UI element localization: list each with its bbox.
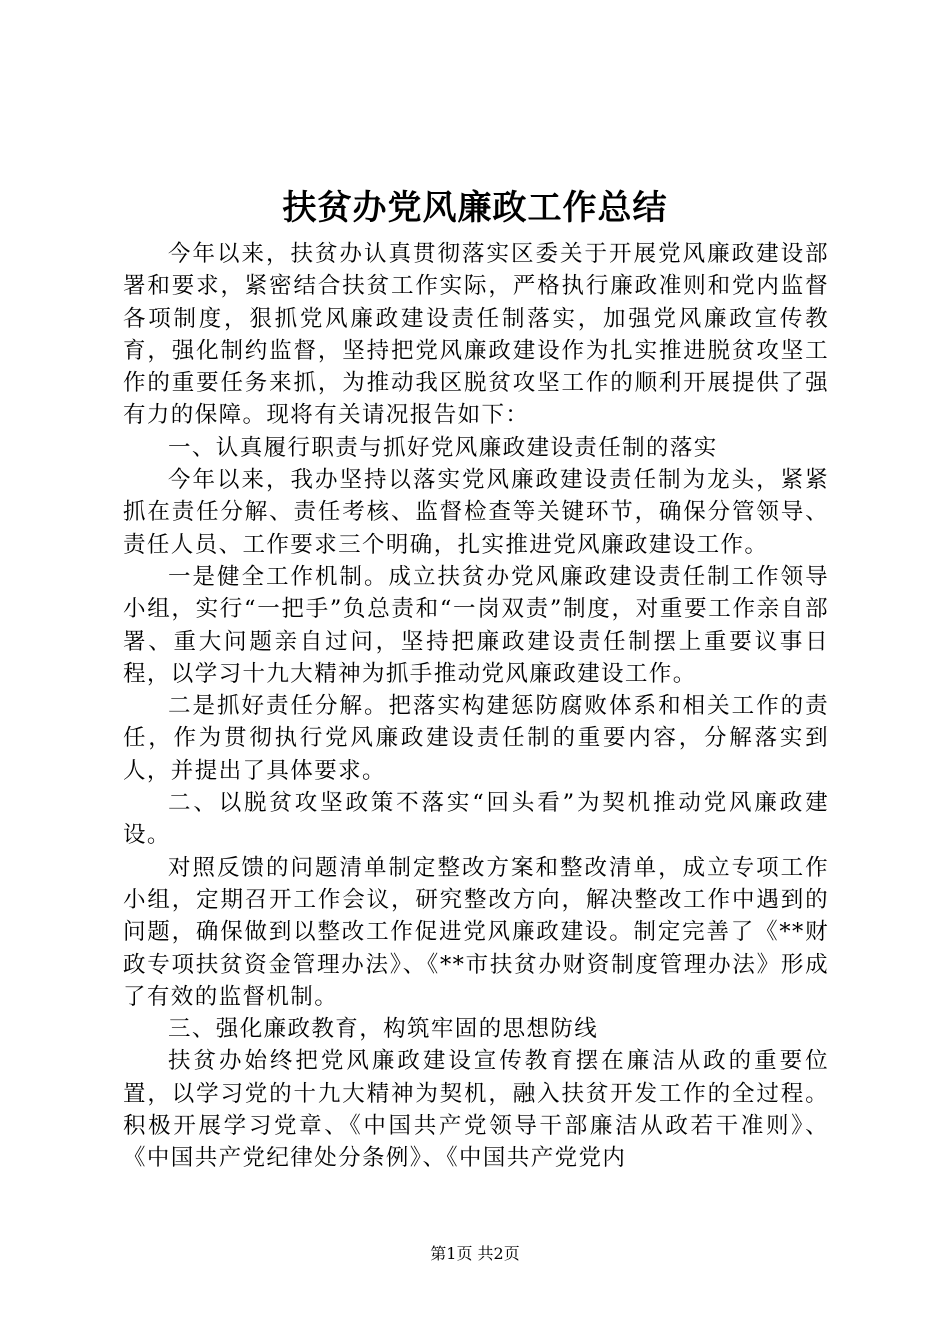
document-title: 扶贫办党风廉政工作总结: [282, 188, 668, 228]
paragraph: 对照反馈的问题清单制定整改方案和整改清单，成立专项工作小组，定期召开工作会议，研究整改方向，解决整改工作中遇到的问题，确保做到以整改工作促进党风廉政建设。制定完善了《**财政专项扶贫资金管理办法》、《**市扶贫办财资制度管理办法》形成了有效的监督机制。: [123, 854, 829, 1010]
section-heading-3: 三、强化廉政教育，构筑牢固的思想防线: [168, 1016, 599, 1043]
paragraph: 扶贫办始终把党风廉政建设宣传教育摆在廉洁从政的重要位置，以学习党的十九大精神为契机，融入扶贫开发工作的全过程。积极开展学习党章、《中国共产党领导干部廉洁从政若干准则》、《中国共产党纪律处分条例》、《中国共产党党内: [123, 1048, 829, 1172]
paragraph: 二是抓好责任分解。把落实构建惩防腐败体系和相关工作的责任，作为贯彻执行党风廉政建设责任制的重要内容，分解落实到人，并提出了具体要求。: [123, 693, 829, 784]
section-heading-1: 一、认真履行职责与抓好党风廉政建设责任制的落实: [168, 434, 718, 461]
section-heading-2: 二、以脱贫攻坚政策不落实“回头看”为契机推动党风廉政建设。: [123, 790, 829, 849]
paragraph: 一是健全工作机制。成立扶贫办党风廉政建设责任制工作领导小组，实行“一把手”负总责和“一岗双责”制度，对重要工作亲自部署、重大问题亲自过问，坚持把廉政建设责任制摆上重要议事日程，以学习十九大精神为抓手推动党风廉政建设工作。: [123, 563, 829, 687]
paragraph: 今年以来，我办坚持以落实党风廉政建设责任制为龙头，紧紧抓在责任分解、责任考核、监督检查等关键环节，确保分管领导、责任人员、工作要求三个明确，扎实推进党风廉政建设工作。: [123, 467, 829, 558]
document-body: [123, 238, 829, 1175]
paragraph-intro: 今年以来，扶贫办认真贯彻落实区委关于开展党风廉政建设部署和要求，紧密结合扶贫工作实际，严格执行廉政准则和党内监督各项制度，狠抓党风廉政建设责任制落实，加强党风廉政宣传教育，强化制约监督，坚持把党风廉政建设作为扎实推进脱贫攻坚工作的重要任务来抓，为推动我区脱贫攻坚工作的顺利开展提供了强有力的保障。现将有关请况报告如下：: [123, 241, 829, 429]
page-number-footer: 第1页 共2页: [430, 1244, 520, 1263]
